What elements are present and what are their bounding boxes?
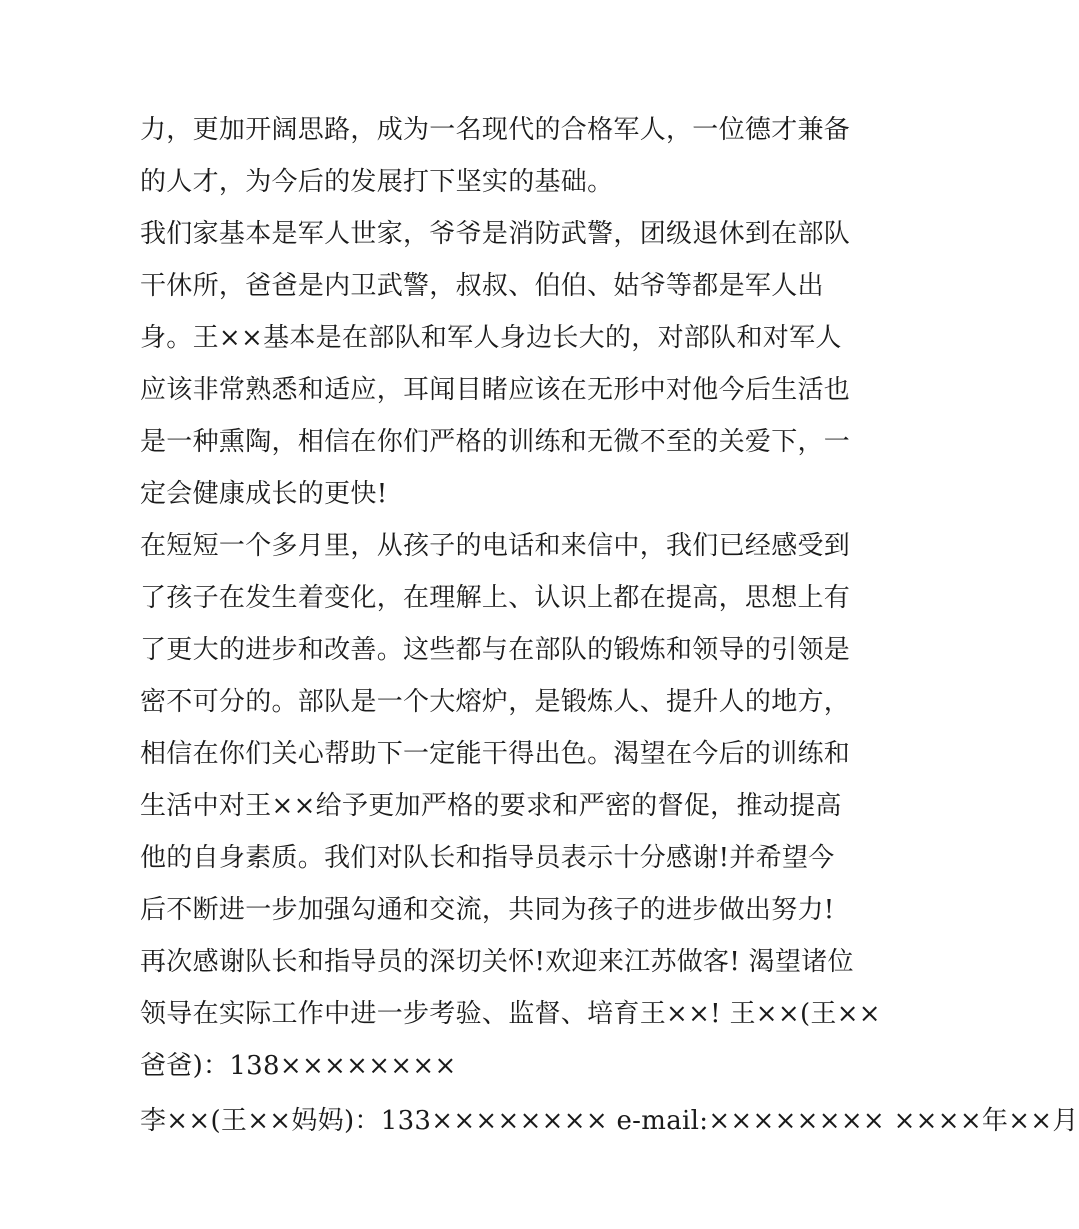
text-line: 了孩子在发生着变化，在理解上、认识上都在提高，思想上有	[140, 583, 851, 613]
text-line: 了更大的进步和改善。这些都与在部队的锻炼和领导的引领是	[140, 635, 851, 665]
text-line: 定会健康成长的更快!	[140, 479, 388, 509]
text-line: 力，更加开阔思路，成为一名现代的合格军人，一位德才兼备	[140, 115, 851, 145]
text-line: 相信在你们关心帮助下一定能干得出色。渴望在今后的训练和	[140, 739, 851, 769]
text-line: 应该非常熟悉和适应，耳闻目睹应该在无形中对他今后生活也	[140, 375, 851, 405]
text-line: 是一种熏陶，相信在你们严格的训练和无微不至的关爱下，一	[140, 427, 851, 457]
text-line: 爸爸)：138××××××××	[140, 1051, 457, 1081]
text-line: 身。王××基本是在部队和军人身边长大的，对部队和对军人	[140, 323, 842, 353]
text-line: 生活中对王××给予更加严格的要求和严密的督促，推动提高	[140, 791, 842, 821]
text-line: 密不可分的。部队是一个大熔炉，是锻炼人、提升人的地方，	[140, 687, 851, 717]
text-line: 领导在实际工作中进一步考验、监督、培育王××! 王××(王××	[140, 999, 881, 1029]
text-line: 在短短一个多月里，从孩子的电话和来信中，我们已经感受到	[140, 531, 851, 561]
text-line: 干休所，爸爸是内卫武警，叔叔、伯伯、姑爷等都是军人出	[140, 271, 824, 301]
text-line: 李××(王××妈妈)：133×××××××× e-mail:×××××××× ××××年××月	[140, 1106, 1079, 1136]
text-line: 的人才，为今后的发展打下坚实的基础。	[140, 167, 614, 197]
text-line: 他的自身素质。我们对队长和指导员表示十分感谢!并希望今	[140, 843, 835, 873]
text-line: 再次感谢队长和指导员的深切关怀!欢迎来江苏做客! 渴望诸位	[140, 947, 854, 977]
text-line: 后不断进一步加强勾通和交流，共同为孩子的进步做出努力!	[140, 895, 835, 925]
text-line: 我们家基本是军人世家，爷爷是消防武警，团级退休到在部队	[140, 219, 851, 249]
